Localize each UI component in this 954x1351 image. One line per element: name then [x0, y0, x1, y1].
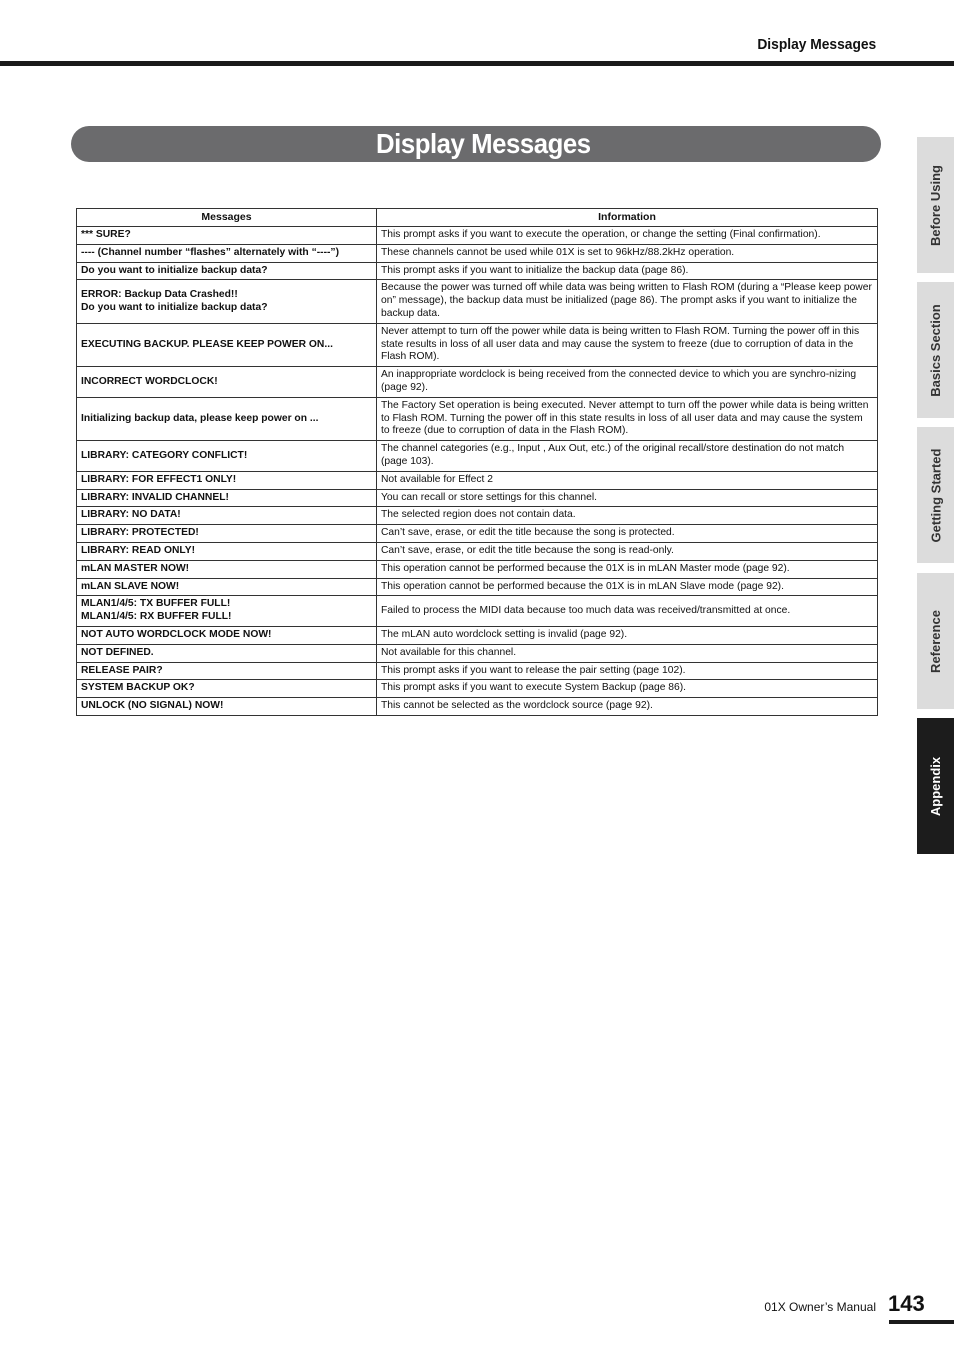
information-cell: Not available for this channel. — [377, 644, 878, 662]
information-cell: This operation cannot be performed because the 01X is in mLAN Slave mode (page 92). — [377, 578, 878, 596]
table-header-row — [77, 209, 878, 227]
table-row — [77, 626, 878, 644]
table-row — [77, 680, 878, 698]
message-cell: RELEASE PAIR? — [77, 662, 377, 680]
table-row — [77, 367, 878, 398]
table-row — [77, 644, 878, 662]
information-cell: This prompt asks if you want to execute System Backup (page 86). — [377, 680, 878, 698]
section-title: Display Messages — [376, 128, 591, 159]
message-cell: SYSTEM BACKUP OK? — [77, 680, 377, 698]
side-tab-before-using[interactable] — [917, 137, 954, 273]
message-cell: ERROR: Backup Data Crashed!! Do you want to initialize backup data? — [77, 280, 377, 323]
information-cell: The channel categories (e.g., Input , Aux Out, etc.) of the original recall/store destination do not match (page 103). — [377, 441, 878, 472]
bottom-divider — [889, 1320, 954, 1324]
message-cell: NOT DEFINED. — [77, 644, 377, 662]
table-row — [77, 662, 878, 680]
table-row — [77, 698, 878, 716]
side-tab-label: Reference — [928, 609, 943, 673]
message-cell: NOT AUTO WORDCLOCK MODE NOW! — [77, 626, 377, 644]
side-tab-label: Getting Started — [928, 448, 943, 542]
table-row — [77, 397, 878, 440]
column-header-information: Information — [377, 209, 878, 227]
table-row — [77, 578, 878, 596]
side-tab-label: Appendix — [928, 756, 944, 816]
table-row — [77, 262, 878, 280]
table-row — [77, 244, 878, 262]
running-header-title: Display Messages — [757, 36, 876, 53]
message-cell: Do you want to initialize backup data? — [77, 262, 377, 280]
side-tab-reference[interactable] — [917, 573, 954, 709]
side-tab-label: Before Using — [928, 164, 943, 246]
message-cell: LIBRARY: PROTECTED! — [77, 525, 377, 543]
information-cell: You can recall or store settings for this channel. — [377, 489, 878, 507]
side-tab-appendix[interactable] — [917, 718, 954, 854]
message-cell: LIBRARY: INVALID CHANNEL! — [77, 489, 377, 507]
column-header-messages: Messages — [77, 209, 377, 227]
table-row — [77, 471, 878, 489]
information-cell: Not available for Effect 2 — [377, 471, 878, 489]
section-title-bar — [71, 126, 881, 162]
table-row — [77, 525, 878, 543]
information-cell: This operation cannot be performed because the 01X is in mLAN Master mode (page 92). — [377, 560, 878, 578]
message-cell: mLAN MASTER NOW! — [77, 560, 377, 578]
message-cell: ---- (Channel number “flashes” alternately with “----”) — [77, 244, 377, 262]
message-cell: *** SURE? — [77, 227, 377, 245]
footer-manual-name: 01X Owner’s Manual — [764, 1300, 876, 1314]
side-tab-getting-started[interactable] — [917, 427, 954, 563]
side-tab-label: Basics Section — [928, 303, 943, 397]
message-cell: LIBRARY: NO DATA! — [77, 507, 377, 525]
information-cell: Never attempt to turn off the power while data is being written to Flash ROM. Turning the power off in this state results in loss of all user data and may cause the system to freeze (due to corruption of data in the Flash ROM). — [377, 323, 878, 366]
table-row — [77, 323, 878, 366]
page-number: 143 — [888, 1291, 925, 1316]
information-cell: The Factory Set operation is being executed. Never attempt to turn off the power while data is being written to Flash ROM. Turning the power off in this state results in loss of all user data and may cause the system to freeze (due to corruption of data in the Flash ROM). — [377, 397, 878, 440]
table-row — [77, 560, 878, 578]
table-body — [77, 227, 878, 716]
message-cell: LIBRARY: READ ONLY! — [77, 542, 377, 560]
message-cell: LIBRARY: FOR EFFECT1 ONLY! — [77, 471, 377, 489]
information-cell: This prompt asks if you want to initialize the backup data (page 86). — [377, 262, 878, 280]
message-cell: EXECUTING BACKUP. PLEASE KEEP POWER ON... — [77, 323, 377, 366]
information-cell: An inappropriate wordclock is being received from the connected device to which you are synchro-nizing (page 92). — [377, 367, 878, 398]
information-cell: Can’t save, erase, or edit the title because the song is protected. — [377, 525, 878, 543]
table-row — [77, 596, 878, 627]
message-cell: mLAN SLAVE NOW! — [77, 578, 377, 596]
information-cell: This cannot be selected as the wordclock source (page 92). — [377, 698, 878, 716]
message-cell: MLAN1/4/5: TX BUFFER FULL! MLAN1/4/5: RX BUFFER FULL! — [77, 596, 377, 627]
information-cell: These channels cannot be used while 01X is set to 96kHz/88.2kHz operation. — [377, 244, 878, 262]
information-cell: Failed to process the MIDI data because too much data was received/transmitted at once. — [377, 596, 878, 627]
message-cell: UNLOCK (NO SIGNAL) NOW! — [77, 698, 377, 716]
top-divider — [0, 61, 954, 66]
side-tab-basics-section[interactable] — [917, 282, 954, 418]
information-cell: This prompt asks if you want to release the pair setting (page 102). — [377, 662, 878, 680]
message-cell: LIBRARY: CATEGORY CONFLICT! — [77, 441, 377, 472]
table-row — [77, 227, 878, 245]
table-row — [77, 280, 878, 323]
information-cell: The mLAN auto wordclock setting is invalid (page 92). — [377, 626, 878, 644]
table-row — [77, 489, 878, 507]
table-row — [77, 542, 878, 560]
display-messages-table — [76, 208, 878, 716]
table-row — [77, 441, 878, 472]
message-cell: INCORRECT WORDCLOCK! — [77, 367, 377, 398]
table-row — [77, 507, 878, 525]
information-cell: Because the power was turned off while data was being written to Flash ROM (during a “Please keep power on” message), the backup data must be initialized (page 86). The prompt asks if you want to initialize the backup data. — [377, 280, 878, 323]
message-cell: Initializing backup data, please keep power on ... — [77, 397, 377, 440]
information-cell: This prompt asks if you want to execute the operation, or change the setting (Final confirmation). — [377, 227, 878, 245]
information-cell: Can’t save, erase, or edit the title because the song is read-only. — [377, 542, 878, 560]
information-cell: The selected region does not contain data. — [377, 507, 878, 525]
